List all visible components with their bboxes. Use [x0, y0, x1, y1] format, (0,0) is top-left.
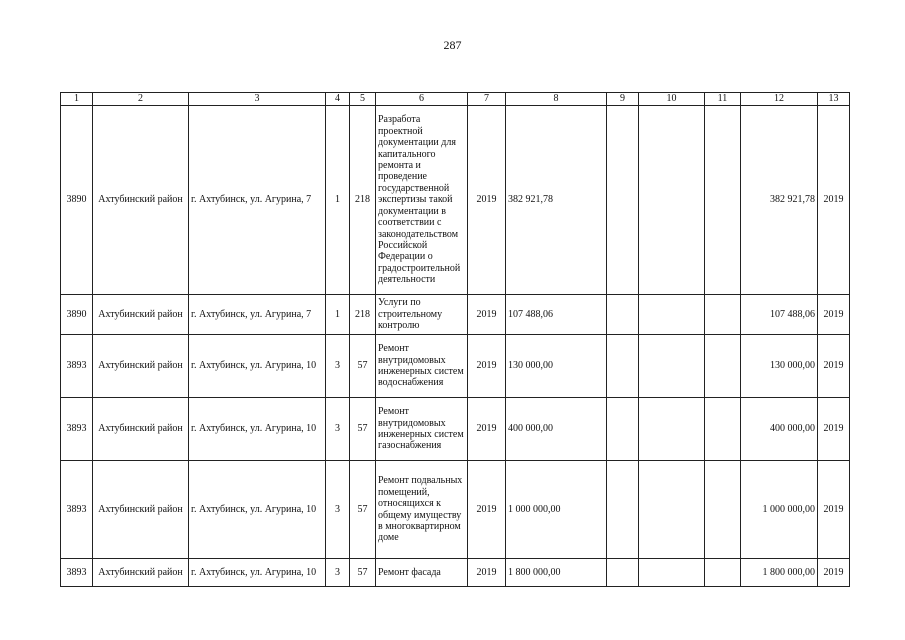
col-header-11: 11	[705, 93, 741, 106]
cell-work-type: Ремонт внутридомовых инженерных систем газоснабжения	[376, 398, 468, 461]
cell-col10	[639, 106, 705, 295]
cell-col11	[705, 335, 741, 398]
col-header-7: 7	[468, 93, 506, 106]
cell-work-type: Ремонт фасада	[376, 559, 468, 587]
cell-year-end: 2019	[818, 461, 850, 559]
table-row	[61, 106, 850, 295]
cell-col9	[607, 398, 639, 461]
cell-work-type: Ремонт внутридомовых инженерных систем водоснабжения	[376, 335, 468, 398]
col-header-5: 5	[350, 93, 376, 106]
cell-year-end: 2019	[818, 559, 850, 587]
cell-year: 2019	[468, 461, 506, 559]
capital-repair-table	[60, 92, 850, 587]
cell-id: 3893	[61, 559, 93, 587]
cell-year: 2019	[468, 398, 506, 461]
cell-col5: 218	[350, 106, 376, 295]
cell-fund-amount: 130 000,00	[741, 335, 818, 398]
cell-year: 2019	[468, 295, 506, 335]
table-row	[61, 335, 850, 398]
cell-id: 3890	[61, 106, 93, 295]
cell-district: Ахтубинский район	[93, 398, 189, 461]
cell-year: 2019	[468, 106, 506, 295]
col-header-13: 13	[818, 93, 850, 106]
cell-col10	[639, 559, 705, 587]
cell-col10	[639, 295, 705, 335]
cell-col11	[705, 559, 741, 587]
header-row	[61, 93, 850, 106]
cell-year-end: 2019	[818, 398, 850, 461]
cell-id: 3890	[61, 295, 93, 335]
page-number: 287	[443, 38, 462, 52]
cell-col11	[705, 398, 741, 461]
cell-col5: 57	[350, 398, 376, 461]
cell-district: Ахтубинский район	[93, 559, 189, 587]
cell-id: 3893	[61, 461, 93, 559]
table-row	[61, 295, 850, 335]
col-header-8: 8	[506, 93, 607, 106]
col-header-4: 4	[326, 93, 350, 106]
cell-year-end: 2019	[818, 335, 850, 398]
cell-col9	[607, 106, 639, 295]
cell-year-end: 2019	[818, 295, 850, 335]
cell-amount: 107 488,06	[506, 295, 607, 335]
table-row	[61, 461, 850, 559]
cell-work-type: Услуги по строительному контролю	[376, 295, 468, 335]
cell-district: Ахтубинский район	[93, 461, 189, 559]
cell-col5: 218	[350, 295, 376, 335]
cell-col9	[607, 295, 639, 335]
col-header-6: 6	[376, 93, 468, 106]
cell-col11	[705, 106, 741, 295]
cell-work-type: Ремонт подвальных помещений, относящихся к общему имуществу в многоквартирном доме	[376, 461, 468, 559]
cell-year: 2019	[468, 335, 506, 398]
cell-year-end: 2019	[818, 106, 850, 295]
cell-col11	[705, 461, 741, 559]
col-header-9: 9	[607, 93, 639, 106]
cell-fund-amount: 382 921,78	[741, 106, 818, 295]
cell-work-type: Разработа проектной документации для капитального ремонта и проведение государственной экспертизы такой документации в соответствии с законодательством Российской Федерации о градостроительной деятельности	[376, 106, 468, 295]
cell-col4: 3	[326, 461, 350, 559]
cell-col10	[639, 335, 705, 398]
cell-col4: 1	[326, 295, 350, 335]
cell-amount: 130 000,00	[506, 335, 607, 398]
cell-district: Ахтубинский район	[93, 335, 189, 398]
table-row	[61, 398, 850, 461]
cell-fund-amount: 1 000 000,00	[741, 461, 818, 559]
col-header-12: 12	[741, 93, 818, 106]
cell-fund-amount: 1 800 000,00	[741, 559, 818, 587]
cell-amount: 382 921,78	[506, 106, 607, 295]
cell-col5: 57	[350, 559, 376, 587]
col-header-1: 1	[61, 93, 93, 106]
cell-col9	[607, 335, 639, 398]
cell-amount: 1 000 000,00	[506, 461, 607, 559]
cell-col4: 3	[326, 398, 350, 461]
cell-col5: 57	[350, 335, 376, 398]
cell-fund-amount: 400 000,00	[741, 398, 818, 461]
cell-col4: 3	[326, 559, 350, 587]
cell-col9	[607, 559, 639, 587]
cell-address: г. Ахтубинск, ул. Агурина, 10	[189, 559, 326, 587]
cell-col10	[639, 398, 705, 461]
cell-col11	[705, 295, 741, 335]
cell-fund-amount: 107 488,06	[741, 295, 818, 335]
cell-col5: 57	[350, 461, 376, 559]
cell-id: 3893	[61, 398, 93, 461]
col-header-2: 2	[93, 93, 189, 106]
cell-address: г. Ахтубинск, ул. Агурина, 7	[189, 106, 326, 295]
table-row	[61, 559, 850, 587]
cell-year: 2019	[468, 559, 506, 587]
cell-amount: 400 000,00	[506, 398, 607, 461]
cell-amount: 1 800 000,00	[506, 559, 607, 587]
cell-address: г. Ахтубинск, ул. Агурина, 7	[189, 295, 326, 335]
cell-address: г. Ахтубинск, ул. Агурина, 10	[189, 461, 326, 559]
cell-id: 3893	[61, 335, 93, 398]
cell-address: г. Ахтубинск, ул. Агурина, 10	[189, 398, 326, 461]
cell-district: Ахтубинский район	[93, 106, 189, 295]
cell-col10	[639, 461, 705, 559]
cell-col4: 1	[326, 106, 350, 295]
cell-district: Ахтубинский район	[93, 295, 189, 335]
cell-address: г. Ахтубинск, ул. Агурина, 10	[189, 335, 326, 398]
cell-col4: 3	[326, 335, 350, 398]
cell-col9	[607, 461, 639, 559]
col-header-10: 10	[639, 93, 705, 106]
col-header-3: 3	[189, 93, 326, 106]
